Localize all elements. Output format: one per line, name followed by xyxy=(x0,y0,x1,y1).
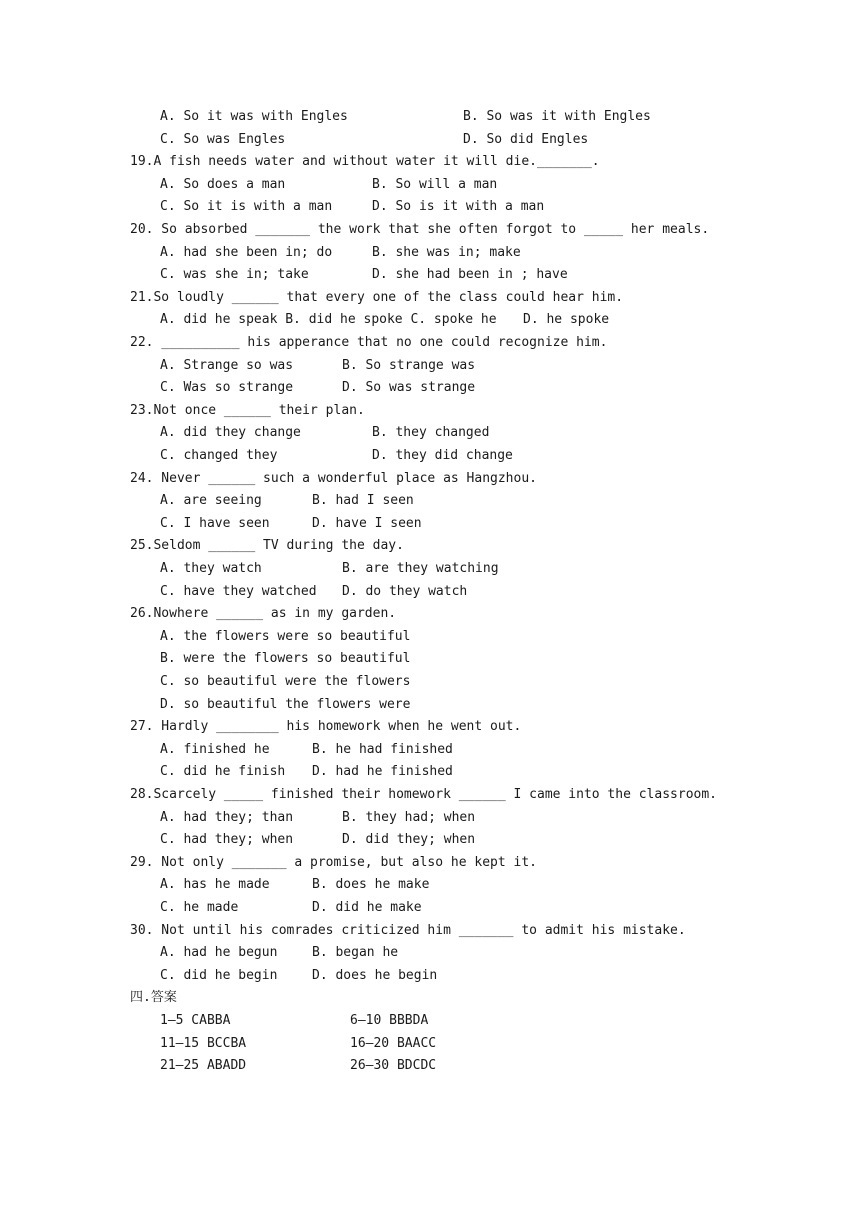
answer-option: B. So will a man xyxy=(372,177,498,192)
question-stem: 20. So absorbed _______ the work that she often forgot to _____ her meals. xyxy=(130,222,710,237)
answer-option: A. So does a man xyxy=(160,177,286,192)
answer-option: C. was she in; take xyxy=(160,267,309,282)
answer-option: C. changed they xyxy=(160,448,278,463)
answer-option: C. did he begin xyxy=(160,968,278,983)
answer-option: B. are they watching xyxy=(342,561,499,576)
answer-option: C. have they watched xyxy=(160,584,317,599)
answer-option: B. had I seen xyxy=(312,493,414,508)
answer-option: B. he had finished xyxy=(312,742,453,757)
question-stem: 22. __________ his apperance that no one could recognize him. xyxy=(130,335,608,350)
question-stem: 21.So loudly ______ that every one of the class could hear him. xyxy=(130,290,624,305)
answer-option: D. did they; when xyxy=(342,832,476,847)
answer-option: B. were the flowers so beautiful xyxy=(160,651,411,666)
answer-option: D. he spoke xyxy=(523,312,610,327)
answer-option: A. Strange so was xyxy=(160,358,294,373)
answer-option: D. they did change xyxy=(372,448,513,463)
answer-option: A. they watch xyxy=(160,561,262,576)
question-stem: 24. Never ______ such a wonderful place as Hangzhou. xyxy=(130,471,537,486)
option-b: B. So was it with Engles xyxy=(463,109,651,124)
answer-option: A. had she been in; do xyxy=(160,245,333,260)
answer-key-item: 16—20 BAACC xyxy=(350,1036,437,1051)
answer-option: C. I have seen xyxy=(160,516,270,531)
answer-key-item: 26—30 BDCDC xyxy=(350,1058,437,1073)
question-stem: 27. Hardly ________ his homework when he went out. xyxy=(130,719,522,734)
answer-option: A. did they change xyxy=(160,425,301,440)
question-stem: 28.Scarcely _____ finished their homework ______ I came into the classroom. xyxy=(130,787,717,802)
option-d: D. So did Engles xyxy=(463,132,589,147)
answer-option: C. Was so strange xyxy=(160,380,294,395)
answer-option: C. so beautiful were the flowers xyxy=(160,674,411,689)
question-stem: 26.Nowhere ______ as in my garden. xyxy=(130,606,397,621)
answer-option: A. are seeing xyxy=(160,493,262,508)
question-stem: 19.A fish needs water and without water it will die._______. xyxy=(130,154,600,169)
answer-option: A. finished he xyxy=(160,742,270,757)
answer-option: B. began he xyxy=(312,945,399,960)
answer-option: D. had he finished xyxy=(312,764,453,779)
question-stem: 23.Not once ______ their plan. xyxy=(130,403,365,418)
answer-option: D. So was strange xyxy=(342,380,476,395)
question-stem: 25.Seldom ______ TV during the day. xyxy=(130,538,404,553)
answer-option: D. have I seen xyxy=(312,516,422,531)
answer-key-item: 11—15 BCCBA xyxy=(160,1036,247,1051)
answer-option: B. she was in; make xyxy=(372,245,521,260)
question-stem: 29. Not only _______ a promise, but also he kept it. xyxy=(130,855,537,870)
answer-option: D. she had been in ; have xyxy=(372,267,568,282)
answer-option: A. had they; than xyxy=(160,810,294,825)
answer-option: D. did he make xyxy=(312,900,422,915)
answer-option: A. has he made xyxy=(160,877,270,892)
option-c: C. So was Engles xyxy=(160,132,286,147)
answer-option: D. do they watch xyxy=(342,584,468,599)
answer-option: A. did he speak B. did he spoke C. spoke he xyxy=(160,312,497,327)
answer-key-item: 6—10 BBBDA xyxy=(350,1013,429,1028)
answer-option: C. did he finish xyxy=(160,764,286,779)
answer-option: C. had they; when xyxy=(160,832,294,847)
answer-option: D. so beautiful the flowers were xyxy=(160,697,411,712)
question-stem: 30. Not until his comrades criticized him _______ to admit his mistake. xyxy=(130,923,686,938)
answer-key-item: 21—25 ABADD xyxy=(160,1058,247,1073)
answer-option: A. the flowers were so beautiful xyxy=(160,629,411,644)
answers-heading: 四.答案 xyxy=(130,990,177,1005)
answer-option: B. So strange was xyxy=(342,358,476,373)
answer-option: A. had he begun xyxy=(160,945,278,960)
answer-key-item: 1—5 CABBA xyxy=(160,1013,231,1028)
answer-option: D. So is it with a man xyxy=(372,199,545,214)
answer-option: C. So it is with a man xyxy=(160,199,333,214)
answer-option: D. does he begin xyxy=(312,968,438,983)
answer-option: B. they changed xyxy=(372,425,490,440)
option-a: A. So it was with Engles xyxy=(160,109,348,124)
answer-option: B. they had; when xyxy=(342,810,476,825)
answer-option: C. he made xyxy=(160,900,239,915)
answer-option: B. does he make xyxy=(312,877,430,892)
